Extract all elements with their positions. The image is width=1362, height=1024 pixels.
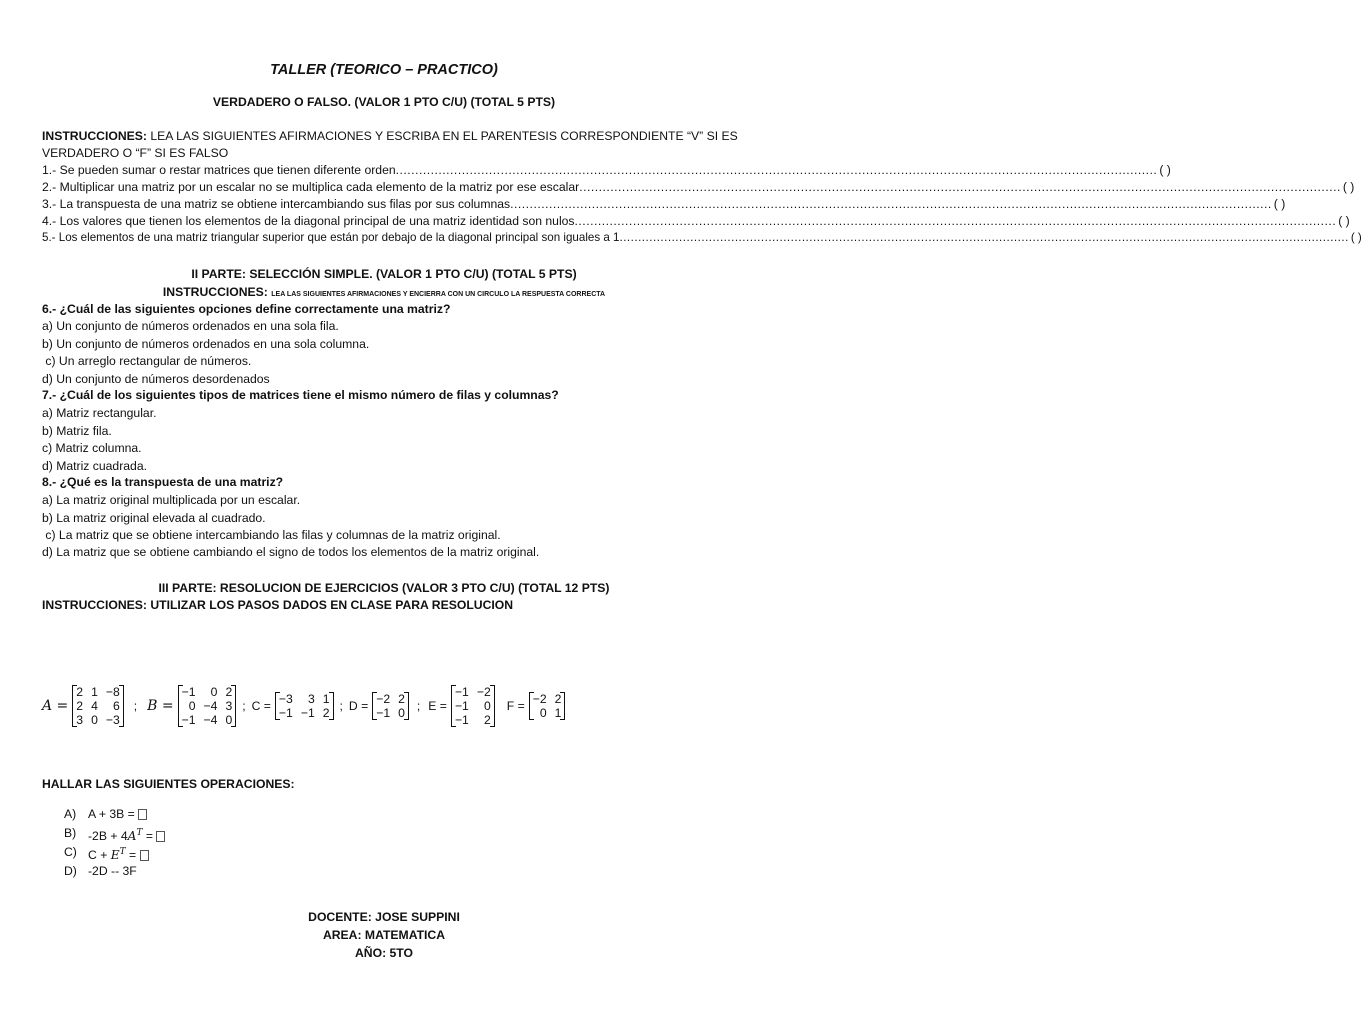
matrix-c: [275, 692, 334, 720]
matrix-d-label: D =: [348, 699, 369, 713]
part1-instructions-cont: VERDADERO O “F” SI ES FALSO: [42, 146, 229, 160]
tf-item-4: [42, 213, 1350, 229]
matrix-a-label: A =: [42, 698, 69, 714]
matrix-cell: 4: [91, 699, 98, 713]
matrix-cell: −2: [376, 692, 391, 706]
q7-option-a[interactable]: a) Matriz rectangular.: [42, 406, 157, 420]
matrix-cell: −3: [278, 692, 293, 706]
separator: ;: [339, 699, 343, 713]
q6-option-d[interactable]: d) Un conjunto de números desordenados: [42, 372, 270, 386]
matrix-cell: 0: [539, 706, 547, 720]
op-base: A: [127, 829, 137, 844]
matrix-c-label: C =: [251, 699, 271, 713]
op-expr: C +: [88, 848, 111, 863]
op-letter: A): [64, 807, 77, 821]
matrix-cell: 2: [225, 685, 233, 699]
missing-glyph-icon: [156, 831, 165, 842]
instructions-label: INSTRUCCIONES:: [42, 129, 147, 143]
matrix-cell: 0: [188, 699, 196, 713]
instructions-text: LEA LAS SIGUIENTES AFIRMACIONES Y ESCRIBA EN EL PARENTESIS CORRESPONDIENTE “V” SI ES: [146, 129, 738, 143]
matrix-a: [72, 685, 123, 727]
part1-instructions: [42, 128, 738, 144]
teacher-name: DOCENTE: JOSE SUPPINI: [308, 910, 460, 924]
tf-item-1: [42, 162, 1171, 178]
answer-paren[interactable]: ( ): [1338, 214, 1350, 228]
matrix-cell: 2: [76, 685, 84, 699]
dot-leader: ....................................................................................................................................................................................................: [619, 231, 1349, 244]
op-base: E: [110, 848, 120, 863]
q7-option-b[interactable]: b) Matriz fila.: [42, 424, 112, 438]
op-tail: =: [125, 848, 140, 863]
q8-option-d[interactable]: d) La matriz que se obtiene cambiando el signo de todos los elementos de la matriz original.: [42, 545, 540, 559]
tf-statement: 2.- Multiplicar una matriz por un escalar no se multiplica cada elemento de la matriz por ese escalar: [42, 180, 580, 194]
matrix-cell: −1: [376, 706, 391, 720]
tf-item-5: [42, 230, 1362, 246]
op-b: [88, 825, 165, 844]
tf-item-3: [42, 196, 1286, 212]
matrix-cell: −1: [278, 706, 293, 720]
matrix-cell: 2: [398, 692, 405, 706]
operations-heading: HALLAR LAS SIGUIENTES OPERACIONES:: [42, 777, 295, 791]
matrix-cell: 0: [225, 713, 233, 727]
op-letter: C): [64, 845, 77, 859]
matrix-cell: 3: [225, 699, 233, 713]
matrix-e-label: E =: [428, 699, 447, 713]
matrix-cell: −1: [454, 713, 469, 727]
subject-area: AREA: MATEMATICA: [322, 928, 446, 942]
matrix-cell: −2: [476, 685, 491, 699]
q8-option-a[interactable]: a) La matriz original multiplicada por un escalar.: [42, 493, 301, 507]
tf-statement: 3.- La transpuesta de una matriz se obtiene intercambiando sus filas por sus columnas: [42, 197, 511, 211]
matrix-f-label: F =: [506, 699, 525, 713]
matrix-cell: −8: [105, 685, 120, 699]
matrix-cell: 0: [91, 713, 98, 727]
matrix-cell: 2: [76, 699, 84, 713]
q8-option-b[interactable]: b) La matriz original elevada al cuadrado.: [42, 511, 266, 525]
matrix-cell: −1: [181, 685, 196, 699]
missing-glyph-icon: [138, 809, 147, 820]
tf-item-2: [42, 179, 1355, 195]
matrix-b: [178, 685, 237, 727]
matrix-cell: −3: [105, 713, 120, 727]
tf-statement: 5.- Los elementos de una matriz triangular superior que están por debajo de la diagonal principal son iguales a 1: [42, 231, 620, 244]
answer-paren[interactable]: ( ): [1159, 163, 1171, 177]
matrix-cell: −4: [203, 699, 218, 713]
matrix-cell: −1: [300, 706, 315, 720]
part3-heading: III PARTE: RESOLUCION DE EJERCICIOS (VALOR 3 PTO C/U) (TOTAL 12 PTS): [158, 581, 610, 595]
op-expr: -2B + 4: [88, 829, 128, 844]
matrix-cell: 6: [112, 699, 120, 713]
q7-option-d[interactable]: d) Matriz cuadrada.: [42, 459, 147, 473]
matrices-row: [42, 685, 565, 727]
separator: ;: [242, 699, 246, 713]
missing-glyph-icon: [140, 850, 149, 861]
matrix-cell: −1: [181, 713, 196, 727]
tf-statement: 4.- Los valores que tienen los elementos de la diagonal principal de una matriz identidad son nulos: [42, 214, 575, 228]
matrix-cell: 1: [91, 685, 98, 699]
matrix-cell: 0: [210, 685, 218, 699]
op-tail: =: [142, 829, 157, 844]
matrix-cell: −4: [203, 713, 218, 727]
matrix-cell: −2: [532, 692, 547, 706]
op-expr: A + 3B =: [88, 807, 139, 821]
op-letter: B): [64, 826, 77, 840]
matrix-cell: 1: [322, 692, 330, 706]
school-year: AÑO: 5TO: [354, 946, 413, 960]
matrix-d: [372, 692, 409, 720]
q8-option-c[interactable]: c) La matriz que se obtiene intercambiando las filas y columnas de la matriz original.: [42, 528, 501, 542]
q7-option-c[interactable]: c) Matriz columna.: [42, 441, 142, 455]
q6-option-b[interactable]: b) Un conjunto de números ordenados en una sola columna.: [42, 337, 370, 351]
matrix-cell: 1: [554, 706, 562, 720]
op-expr: -2D -- 3F: [88, 864, 137, 878]
dot-leader: ....................................................................................................................................................................................................: [574, 214, 1337, 228]
op-a: [88, 806, 147, 822]
answer-paren[interactable]: ( ): [1342, 180, 1355, 194]
part2-heading: II PARTE: SELECCIÓN SIMPLE. (VALOR 1 PTO C/U) (TOTAL 5 PTS): [191, 267, 577, 281]
part1-heading: VERDADERO O FALSO. (VALOR 1 PTO C/U) (TOTAL 5 PTS): [212, 95, 556, 109]
op-d: [88, 863, 137, 879]
separator: ;: [416, 699, 421, 713]
op-sup: T: [119, 847, 126, 857]
op-letter: D): [64, 864, 77, 878]
tf-statement: 1.- Se pueden sumar o restar matrices que tienen diferente orden: [42, 163, 396, 177]
matrix-cell: 2: [483, 713, 491, 727]
matrix-e: [451, 685, 495, 727]
dot-leader: ....................................................................................................................................................................................................: [510, 197, 1272, 211]
q6-option-a[interactable]: a) Un conjunto de números ordenados en una sola fila.: [42, 319, 339, 333]
matrix-cell: −1: [454, 699, 469, 713]
op-sup: T: [136, 828, 143, 838]
matrix-cell: 0: [483, 699, 491, 713]
matrix-cell: 3: [76, 713, 84, 727]
matrix-b-label: B =: [147, 698, 174, 714]
question-8: 8.- ¿Qué es la transpuesta de una matriz?: [42, 475, 284, 489]
matrix-cell: 3: [307, 692, 315, 706]
q6-option-c[interactable]: c) Un arreglo rectangular de números.: [42, 354, 252, 368]
dot-leader: ....................................................................................................................................................................................................: [579, 180, 1341, 194]
matrix-cell: −1: [454, 685, 469, 699]
matrix-cell: 0: [398, 706, 405, 720]
instructions-label: INSTRUCCIONES:: [162, 285, 272, 299]
question-7: 7.- ¿Cuál de los siguientes tipos de matrices tiene el mismo número de filas y columnas?: [42, 388, 559, 402]
question-6: 6.- ¿Cuál de las siguientes opciones define correctamente una matriz?: [42, 302, 451, 316]
answer-paren[interactable]: ( ): [1350, 231, 1362, 244]
matrix-cell: 2: [322, 706, 330, 720]
answer-paren[interactable]: ( ): [1273, 197, 1286, 211]
matrix-f: [529, 692, 566, 720]
op-c: [88, 844, 149, 863]
matrix-cell: 2: [554, 692, 562, 706]
instructions-text: LEA LAS SIGUIENTES AFIRMACIONES Y ENCIERRA CON UN CIRCULO LA RESPUESTA CORRECTA: [271, 291, 606, 298]
page-title: TALLER (TEORICO – PRACTICO): [270, 62, 498, 78]
part3-instructions: INSTRUCCIONES: UTILIZAR LOS PASOS DADOS EN CLASE PARA RESOLUCION: [42, 598, 514, 612]
dot-leader: ....................................................................................................................................................................................................: [395, 163, 1158, 177]
separator: ;: [133, 699, 138, 713]
